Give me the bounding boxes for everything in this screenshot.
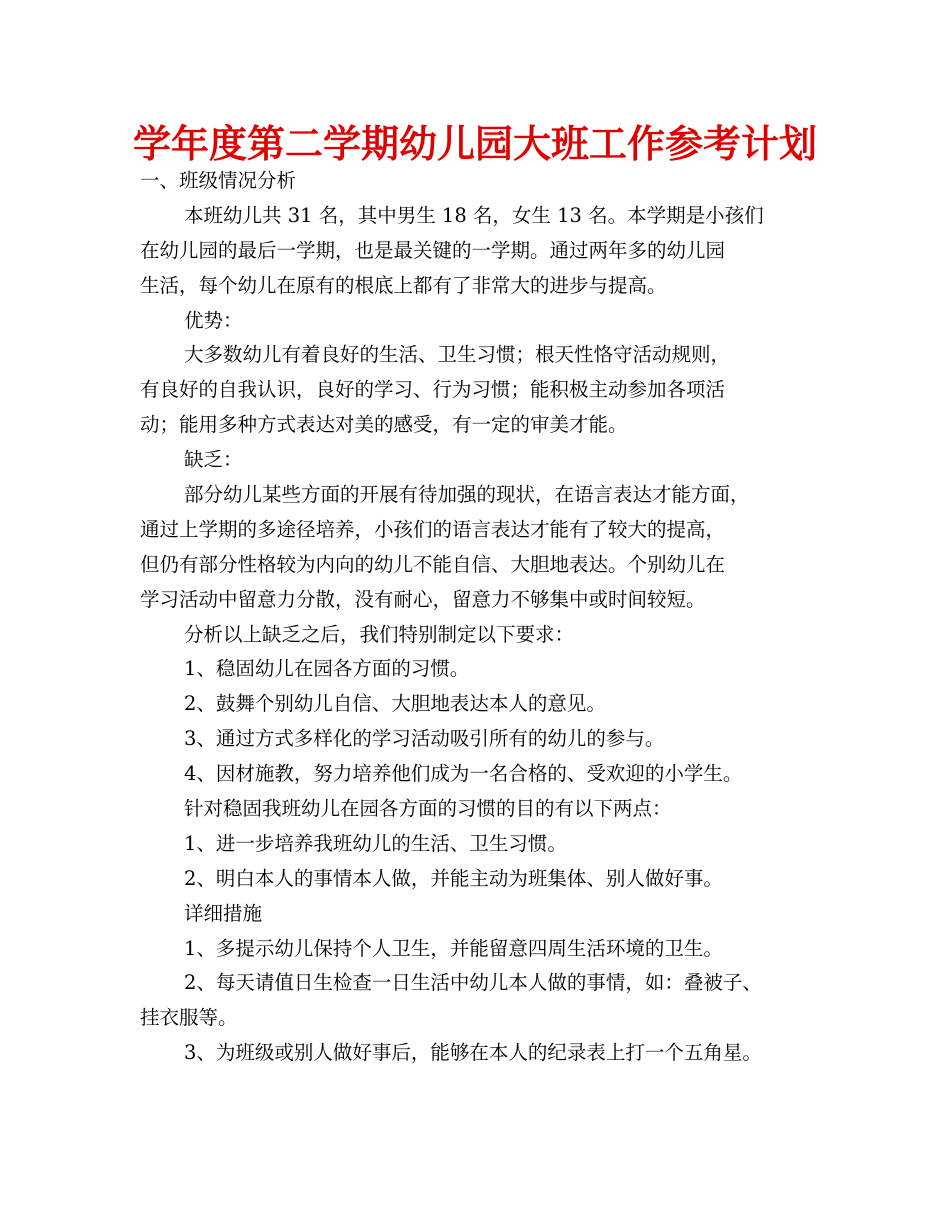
document-title: 学年度第二学期幼儿园大班工作参考计划 [132, 122, 817, 166]
subheading: 优势： [184, 308, 243, 332]
paragraph-line: 部分幼儿某些方面的开展有待加强的现状，在语言表达才能方面， [184, 483, 750, 507]
list-item: 2、明白本人的事情本人做，并能主动为班集体、别人做好事。 [184, 866, 723, 890]
section-heading: 一、班级情况分析 [140, 169, 297, 192]
list-item: 3、通过方式多样化的学习活动吸引所有的幼儿的参与。 [184, 727, 665, 751]
paragraph-line: 分析以上缺乏之后，我们特别制定以下要求： [184, 622, 575, 646]
paragraph-line: 通过上学期的多途径培养，小孩们的语言表达才能有了较大的提高， [140, 517, 726, 541]
paragraph-line: 针对稳固我班幼儿在园各方面的习惯的目的有以下两点： [184, 797, 672, 821]
paragraph-line: 有良好的自我认识，良好的学习、行为习惯；能积极主动参加各项活 [140, 378, 726, 402]
paragraph-line: 本班幼儿共 31 名，其中男生 18 名，女生 13 名。本学期是小孩们 [184, 203, 764, 227]
document-body [140, 165, 820, 1072]
subheading: 缺乏： [184, 448, 243, 472]
list-item: 2、鼓舞个别幼儿自信、大胆地表达本人的意见。 [184, 692, 606, 716]
list-item: 3、为班级或别人做好事后，能够在本人的纪录表上打一个五角星。 [184, 1041, 762, 1065]
list-item: 1、稳固幼儿在园各方面的习惯。 [184, 657, 470, 681]
subheading: 详细措施 [184, 901, 263, 925]
list-item: 4、因材施教，努力培养他们成为一名合格的、受欢迎的小学生。 [184, 762, 743, 786]
paragraph-line: 大多数幼儿有着良好的生活、卫生习惯；根天性恪守活动规则， [184, 343, 731, 367]
paragraph-line: 在幼儿园的最后一学期，也是最关键的一学期。通过两年多的幼儿园 [140, 238, 726, 262]
paragraph-line: 学习活动中留意力分散，没有耐心，留意力不够集中或时间较短。 [140, 587, 706, 611]
paragraph-line: 动；能用多种方式表达对美的感受，有一定的审美才能。 [140, 413, 628, 437]
paragraph-line: 挂衣服等。 [140, 1006, 238, 1030]
list-item: 1、进一步培养我班幼儿的生活、卫生习惯。 [184, 831, 567, 855]
paragraph-line: 但仍有部分性格较为内向的幼儿不能自信、大胆地表达。个别幼儿在 [140, 552, 726, 576]
paragraph-line: 生活，每个幼儿在原有的根底上都有了非常大的进步与提高。 [140, 273, 667, 297]
list-item: 2、每天请值日生检查一日生活中幼儿本人做的事情，如：叠被子、 [184, 971, 762, 995]
list-item: 1、多提示幼儿保持个人卫生，并能留意四周生活环境的卫生。 [184, 936, 723, 960]
